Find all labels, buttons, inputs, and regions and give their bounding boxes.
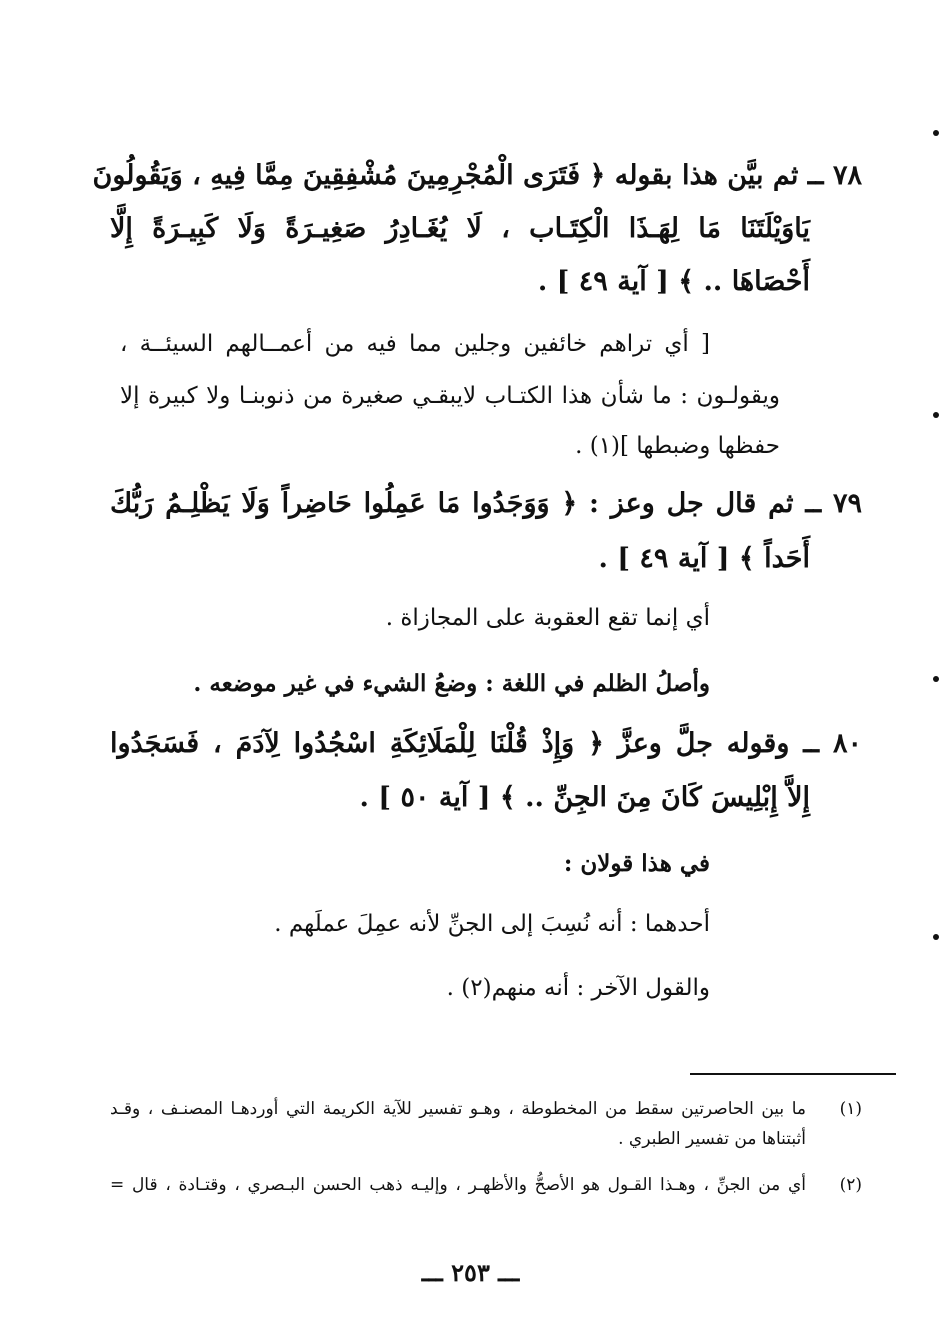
scan-edge-mark	[933, 676, 939, 682]
entry-78-line-3: أَحْصَاهَا .. ﴾ [ آية ٤٩ ] .	[537, 266, 810, 297]
entry-79-commentary-1: أي إنما تقع العقوبة على المجازاة .	[385, 605, 710, 631]
page-number: ـــ ٢٥٣ ـــ	[421, 1258, 520, 1287]
footnote-separator	[690, 1073, 896, 1075]
entry-80-line-1: ٨٠ ــ وقوله جلَّ وعزَّ ﴿ وَإِذْ قُلْنَا لِلْمَلَائِكَةِ اسْجُدُوا لِآدَمَ ، فَسَجَدُوا	[110, 728, 862, 759]
entry-78-line-1: ٧٨ ــ ثم بيَّن هذا بقوله ﴿ فَتَرَى الْمُجْرِمِينَ مُشْفِقِينَ مِمَّا فِيهِ ، وَيَقُولُونَ	[92, 160, 862, 191]
footnote-2-number: (٢)	[839, 1175, 862, 1195]
entry-80-line-2: إِلاَّ إِبْلِيسَ كَانَ مِنَ الجِنِّ .. ﴾ [ آية ٥٠ ] .	[359, 782, 810, 813]
entry-80-commentary-2: أحدهما : أنه نُسِبَ إلى الجنِّ لأنه عمِلَ عملَهم .	[274, 911, 710, 937]
entry-79-line-1: ٧٩ ــ ثم قال جل وعز : ﴿ وَوَجَدُوا مَا عَمِلُوا حَاضِراً وَلَا يَظْلِـمُ رَبُّكَ	[110, 488, 862, 519]
entry-80-commentary-1: في هذا قولان :	[563, 850, 710, 877]
entry-78-commentary-3: حفظها وضبطها ](١) .	[575, 433, 780, 459]
entry-78-line-2: يَاوَيْلَتَنَا مَا لِهَـذَا الْكِتَـاب ، لَا يُغَـادِرُ صَغِيـرَةً وَلَا كَبِيـرَةً إِلَّا	[110, 213, 810, 244]
entry-79-line-2: أَحَداً ﴾ [ آية ٤٩ ] .	[598, 543, 810, 574]
entry-78-commentary-1: [ أي تراهم خائفين وجلين مما فيه من أعمــالهم السيئــة ،	[120, 331, 710, 357]
scan-edge-mark	[933, 934, 939, 940]
entry-80-commentary-3: والقول الآخر : أنه منهم(٢) .	[446, 975, 710, 1001]
footnote-2-line-1: أي من الجنِّ ، وهـذا القـول هو الأصحُّ والأظهـر ، وإليـه ذهب الحسن البـصري ، وقتـادة ، قال =	[110, 1175, 806, 1195]
scan-edge-mark	[933, 412, 939, 418]
scan-edge-mark	[933, 130, 939, 136]
footnote-1-line-1: ما بين الحاصرتين سقط من المخطوطة ، وهـو تفسير للآية الكريمة التي أوردهـا المصنـف ، وقـد	[110, 1099, 806, 1119]
footnote-1-number: (١)	[839, 1099, 862, 1119]
footnote-1-line-2: أثبتناها من تفسير الطبري .	[618, 1129, 806, 1149]
entry-78-commentary-2: ويقولـون : ما شأن هذا الكتـاب لايبقـي صغيرة من ذنوبنـا ولا كبيرة إلا	[120, 383, 780, 409]
entry-79-commentary-2: وأصلُ الظلم في اللغة : وضعُ الشيء في غير موضعه .	[193, 670, 710, 697]
